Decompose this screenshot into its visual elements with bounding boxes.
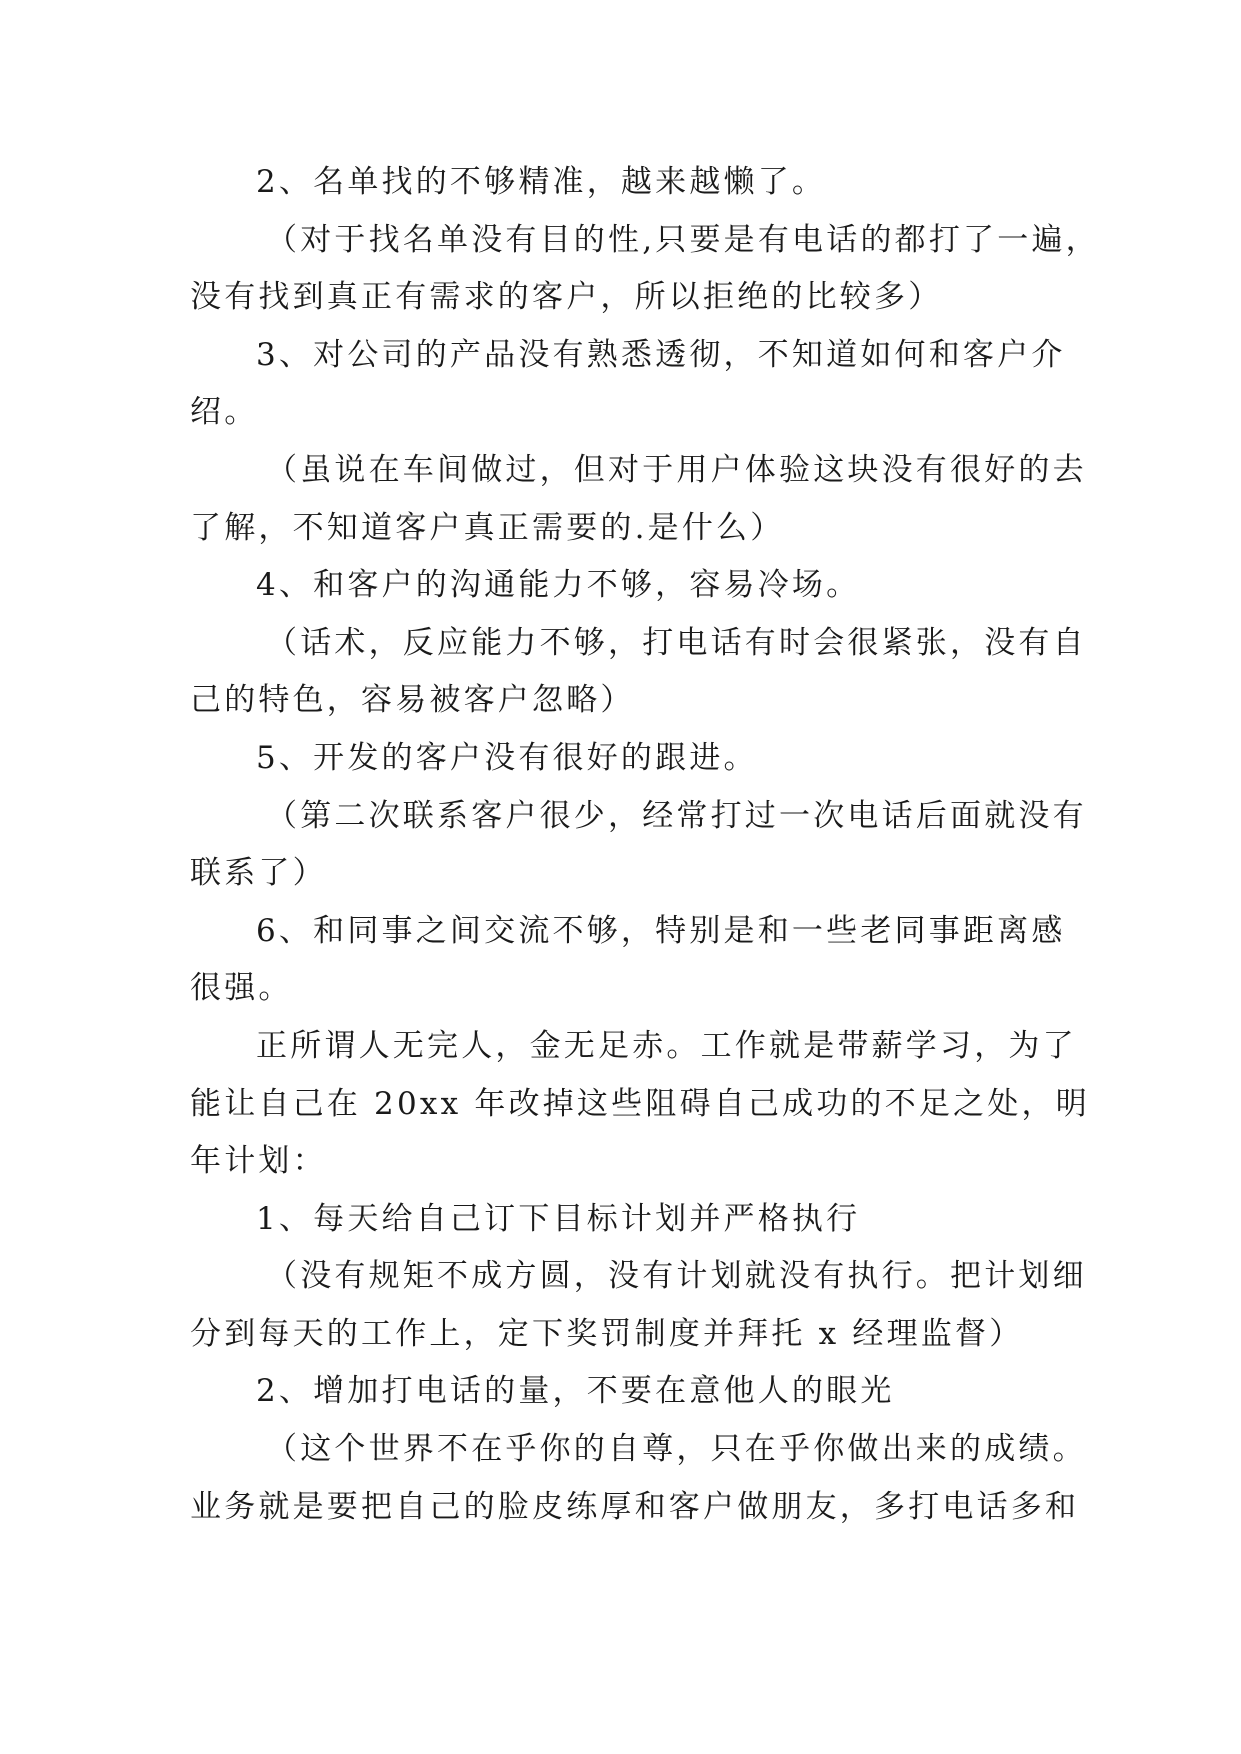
summary-paragraph-cont: 能让自己在 20xx 年改掉这些阻碍自己成功的不足之处，明 — [190, 1085, 1090, 1122]
plan-item-2-heading: 2、增加打电话的量，不要在意他人的眼光 — [256, 1373, 895, 1410]
list-item-3-heading-cont: 绍。 — [190, 394, 259, 431]
plan-item-2-note-cont: 业务就是要把自己的脸皮练厚和客户做朋友，多打电话多和 — [190, 1488, 1080, 1525]
list-item-2-note: （对于找名单没有目的性,只要是有电话的都打了一遍， — [266, 221, 1100, 258]
plan-item-1-heading: 1、每天给自己订下目标计划并严格执行 — [256, 1200, 861, 1237]
summary-paragraph-end: 年计划： — [190, 1143, 327, 1180]
list-item-4-note-cont: 己的特色，容易被客户忽略） — [190, 682, 635, 719]
list-item-4-note: （话术，反应能力不够，打电话有时会很紧张，没有自 — [266, 624, 1087, 661]
list-item-2-note-cont: 没有找到真正有需求的客户，所以拒绝的比较多） — [190, 279, 943, 316]
list-item-5-note: （第二次联系客户很少，经常打过一次电话后面就没有 — [266, 797, 1087, 834]
document-body — [190, 154, 1100, 1536]
list-item-5-note-cont: 联系了） — [190, 855, 327, 892]
list-item-3-heading: 3、对公司的产品没有熟悉透彻，不知道如何和客户介 — [256, 336, 1066, 373]
plan-item-1-note: （没有规矩不成方圆，没有计划就没有执行。把计划细 — [266, 1258, 1087, 1295]
list-item-4-heading: 4、和客户的沟通能力不够，容易冷场。 — [256, 567, 861, 604]
list-item-5-heading: 5、开发的客户没有很好的跟进。 — [256, 739, 758, 776]
list-item-3-note: （虽说在车间做过，但对于用户体验这块没有很好的去 — [266, 451, 1087, 488]
plan-item-1-note-cont: 分到每天的工作上，定下奖罚制度并拜托 x 经理监督） — [190, 1315, 1024, 1352]
summary-paragraph: 正所谓人无完人，金无足赤。工作就是带薪学习，为了 — [256, 1027, 1077, 1064]
plan-item-2-note: （这个世界不在乎你的自尊，只在乎你做出来的成绩。 — [266, 1431, 1087, 1468]
list-item-6-heading: 6、和同事之间交流不够，特别是和一些老同事距离感 — [256, 912, 1066, 949]
list-item-3-note-cont: 了解，不知道客户真正需要的.是什么） — [190, 509, 785, 546]
list-item-6-heading-cont: 很强。 — [190, 970, 293, 1007]
list-item-2-heading: 2、名单找的不够精准，越来越懒了。 — [256, 164, 827, 200]
